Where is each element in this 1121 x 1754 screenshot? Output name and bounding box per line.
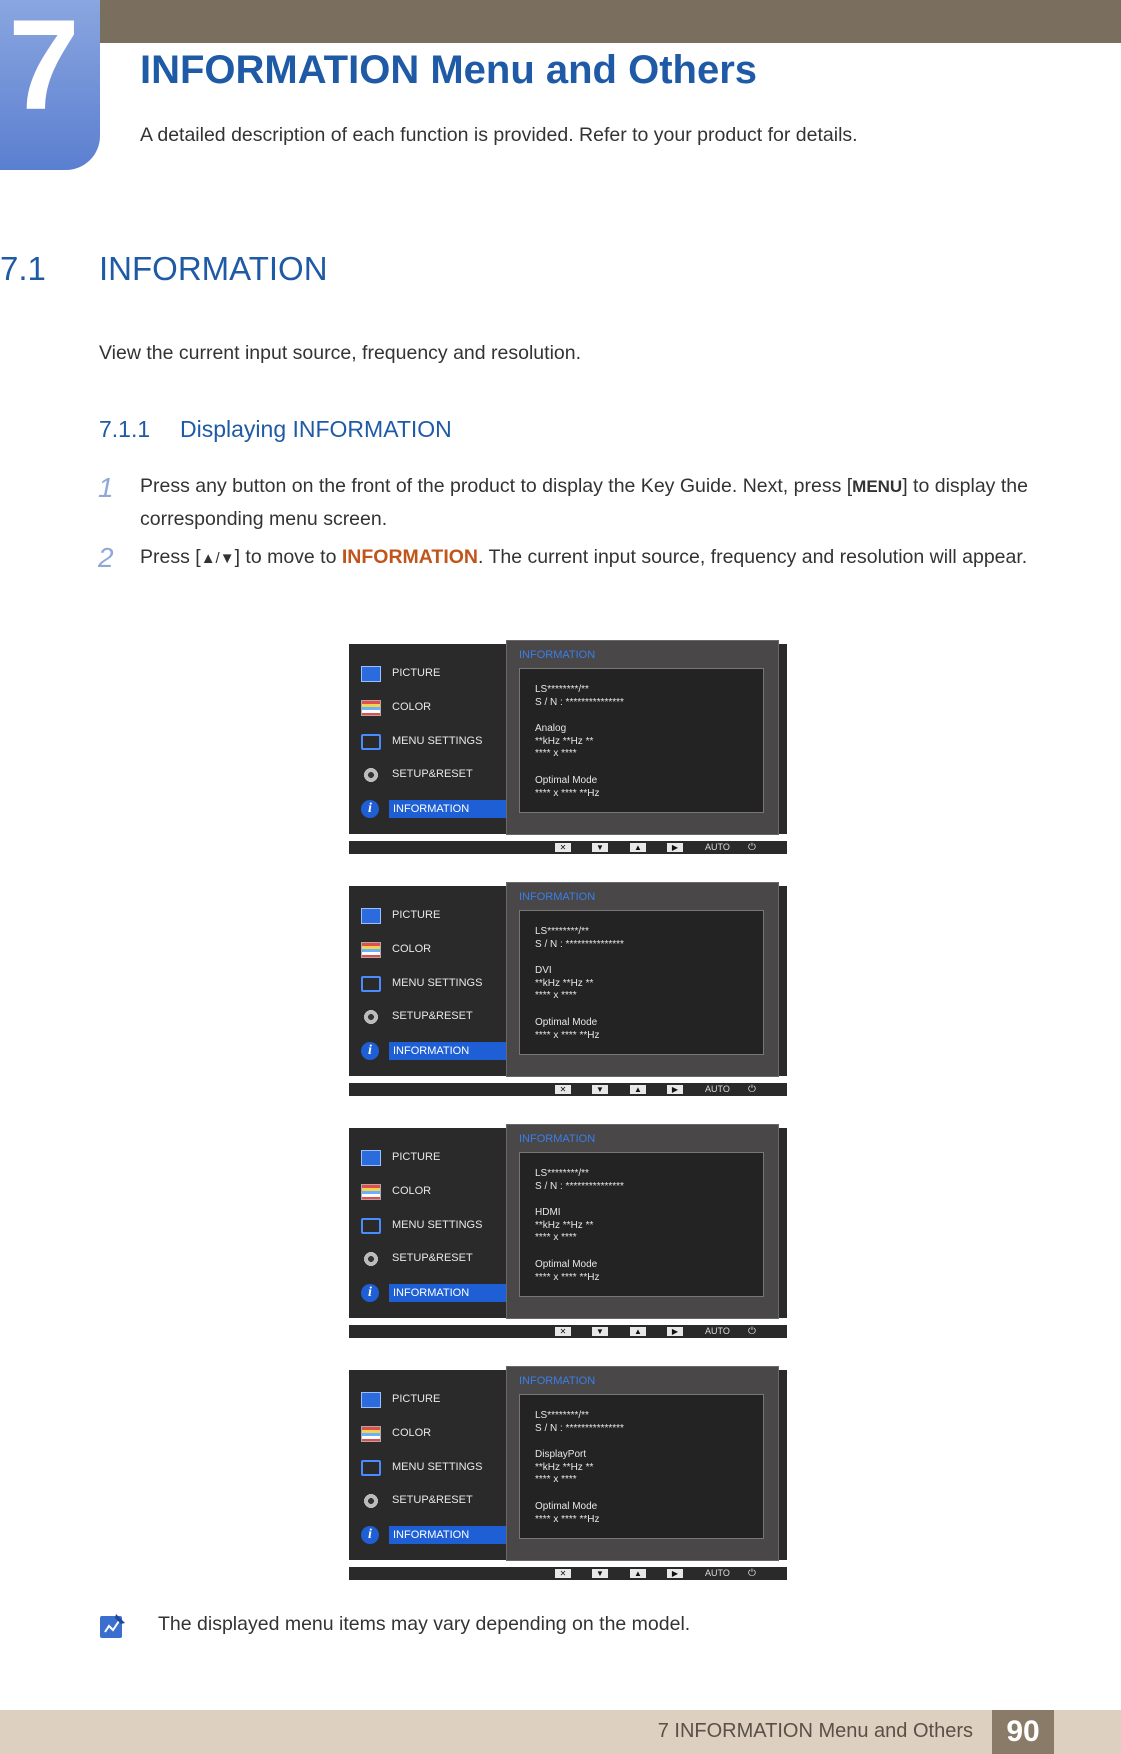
info-frequency: **kHz **Hz ** — [535, 736, 594, 747]
info-serial: S / N : *************** — [535, 697, 624, 708]
info-resolution: **** x **** — [535, 1232, 577, 1243]
info-source: DVI — [535, 965, 552, 976]
down-arrow-icon[interactable]: ▼ — [592, 1085, 608, 1094]
step-number: 1 — [98, 472, 114, 503]
osd-frame-edge — [779, 644, 787, 834]
osd-info-panel — [506, 1124, 779, 1319]
info-model: LS********/** — [535, 1410, 589, 1421]
osd-menu-item[interactable] — [361, 698, 509, 720]
info-resolution: **** x **** — [535, 1474, 577, 1485]
osd-menu-panel — [349, 1370, 509, 1560]
osd-menu-panel — [349, 1128, 509, 1318]
info-model: LS********/** — [535, 1168, 589, 1179]
menu-settings-icon — [361, 1460, 381, 1476]
menu-settings-icon — [361, 734, 381, 750]
top-bar — [0, 0, 1121, 43]
osd-menu-item[interactable] — [361, 1424, 509, 1446]
chapter-title: INFORMATION Menu and Others — [140, 48, 758, 92]
info-frequency: **kHz **Hz ** — [535, 1462, 594, 1473]
info-optimal-value: **** x **** **Hz — [535, 1514, 600, 1525]
osd-frame-edge — [779, 1128, 787, 1318]
color-icon — [361, 1184, 381, 1200]
osd-info-panel — [506, 640, 779, 835]
osd-menu-label: SETUP&RESET — [392, 768, 473, 780]
osd-menu-item[interactable] — [361, 1458, 509, 1480]
right-arrow-icon[interactable]: ▶ — [667, 1327, 683, 1336]
key-guide-bar — [349, 1325, 787, 1338]
close-icon[interactable]: ✕ — [555, 843, 571, 852]
info-optimal-label: Optimal Mode — [535, 1259, 598, 1270]
info-model: LS********/** — [535, 926, 589, 937]
osd-menu-item[interactable] — [361, 1148, 509, 1170]
page-number: 90 — [992, 1710, 1054, 1754]
info-source: DisplayPort — [535, 1449, 587, 1460]
osd-menu-label: COLOR — [392, 943, 432, 955]
step-text-mid: ] to move to — [234, 546, 342, 568]
key-guide-bar — [349, 1083, 787, 1096]
osd-menu-label: MENU SETTINGS — [392, 1461, 483, 1473]
osd-menu-item[interactable] — [361, 765, 509, 787]
step-text-post: . The current input source, frequency and resolution will appear. — [478, 546, 1028, 568]
down-arrow-icon[interactable]: ▼ — [592, 1327, 608, 1336]
osd-info-panel — [506, 1366, 779, 1561]
osd-menu-label: PICTURE — [392, 1393, 441, 1405]
osd-menu-item[interactable] — [361, 1390, 509, 1412]
up-down-arrow-icon: ▲/▼ — [200, 550, 235, 567]
menu-key: MENU — [852, 477, 903, 496]
power-icon[interactable]: ⏻ — [748, 842, 756, 853]
info-icon: i — [361, 800, 379, 818]
up-arrow-icon[interactable]: ▲ — [630, 843, 646, 852]
key-guide-bar — [349, 1567, 787, 1580]
step-text — [140, 541, 1040, 575]
step-text — [140, 470, 1040, 535]
right-arrow-icon[interactable]: ▶ — [667, 1569, 683, 1578]
monitor-icon — [361, 1392, 381, 1408]
osd-menu-item[interactable] — [361, 1007, 509, 1029]
info-source: Analog — [535, 723, 567, 734]
osd-menu-panel — [349, 644, 509, 834]
color-icon — [361, 1426, 381, 1442]
color-icon — [361, 942, 381, 958]
osd-monitor — [349, 1124, 787, 1340]
power-icon[interactable]: ⏻ — [748, 1326, 756, 1337]
info-icon: i — [361, 1526, 379, 1544]
monitor-icon — [361, 908, 381, 924]
info-optimal-label: Optimal Mode — [535, 775, 598, 786]
info-optimal-label: Optimal Mode — [535, 1501, 598, 1512]
osd-menu-label: INFORMATION — [389, 1284, 510, 1302]
info-optimal-label: Optimal Mode — [535, 1017, 598, 1028]
gear-icon — [361, 1251, 381, 1267]
gear-icon — [361, 1009, 381, 1025]
osd-menu-label: PICTURE — [392, 1151, 441, 1163]
step-text-pre: Press [ — [140, 546, 201, 568]
info-optimal-value: **** x **** **Hz — [535, 1272, 600, 1283]
menu-settings-icon — [361, 976, 381, 992]
osd-menu-item[interactable] — [361, 1249, 509, 1271]
osd-menu-item[interactable] — [361, 906, 509, 928]
osd-menu-panel — [349, 886, 509, 1076]
osd-frame-edge — [779, 886, 787, 1076]
info-icon: i — [361, 1042, 379, 1060]
down-arrow-icon[interactable]: ▼ — [592, 843, 608, 852]
auto-button[interactable]: AUTO — [705, 1568, 730, 1578]
gear-icon — [361, 767, 381, 783]
info-serial: S / N : *************** — [535, 1181, 624, 1192]
note-text: The displayed menu items may vary depending on the model. — [158, 1613, 691, 1635]
color-icon — [361, 700, 381, 716]
osd-menu-label: INFORMATION — [389, 1526, 510, 1544]
osd-menu-label: MENU SETTINGS — [392, 1219, 483, 1231]
auto-button[interactable]: AUTO — [705, 1326, 730, 1336]
up-arrow-icon[interactable]: ▲ — [630, 1327, 646, 1336]
step-text-post: ] to display the corresponding menu screen. — [140, 475, 1028, 530]
osd-menu-item[interactable] — [361, 799, 509, 821]
close-icon[interactable]: ✕ — [555, 1327, 571, 1336]
osd-info-title: INFORMATION — [519, 649, 596, 661]
osd-frame-edge — [779, 1370, 787, 1560]
osd-menu-label: COLOR — [392, 701, 432, 713]
information-highlight: INFORMATION — [341, 546, 478, 568]
osd-menu-label: COLOR — [392, 1427, 432, 1439]
osd-menu-label: SETUP&RESET — [392, 1252, 473, 1264]
gear-icon — [361, 1493, 381, 1509]
osd-menu-label: PICTURE — [392, 909, 441, 921]
osd-monitor — [349, 1366, 787, 1582]
info-serial: S / N : *************** — [535, 939, 624, 950]
osd-menu-item[interactable] — [361, 940, 509, 962]
right-arrow-icon[interactable]: ▶ — [667, 1085, 683, 1094]
osd-menu-item[interactable] — [361, 732, 509, 754]
step-text-pre: Press any button on the front of the product to display the Key Guide. Next, press [ — [140, 475, 853, 497]
chapter-tab — [0, 0, 100, 170]
section-number: 7.1 — [0, 250, 46, 287]
up-arrow-icon[interactable]: ▲ — [630, 1085, 646, 1094]
osd-menu-label: SETUP&RESET — [392, 1494, 473, 1506]
info-source: HDMI — [535, 1207, 561, 1218]
auto-button[interactable]: AUTO — [705, 842, 730, 852]
osd-monitor — [349, 640, 787, 856]
info-optimal-value: **** x **** **Hz — [535, 788, 600, 799]
right-arrow-icon[interactable]: ▶ — [667, 843, 683, 852]
step-number: 2 — [98, 542, 114, 573]
info-frequency: **kHz **Hz ** — [535, 1220, 594, 1231]
subsection-number: 7.1.1 — [99, 416, 151, 442]
osd-info-title: INFORMATION — [519, 891, 596, 903]
section-title: INFORMATION — [99, 250, 328, 287]
osd-menu-label: INFORMATION — [389, 1042, 510, 1060]
down-arrow-icon[interactable]: ▼ — [592, 1569, 608, 1578]
info-optimal-value: **** x **** **Hz — [535, 1030, 600, 1041]
up-arrow-icon[interactable]: ▲ — [630, 1569, 646, 1578]
osd-menu-label: COLOR — [392, 1185, 432, 1197]
osd-menu-item[interactable] — [361, 974, 509, 996]
footer — [0, 1710, 1121, 1754]
auto-button[interactable]: AUTO — [705, 1084, 730, 1094]
osd-menu-item[interactable] — [361, 1041, 509, 1063]
osd-menu-label: INFORMATION — [389, 800, 510, 818]
footer-text: 7 INFORMATION Menu and Others — [657, 1720, 973, 1742]
info-model: LS********/** — [535, 684, 589, 695]
info-serial: S / N : *************** — [535, 1423, 624, 1434]
section-description: View the current input source, frequency and resolution. — [99, 342, 582, 364]
info-icon: i — [361, 1284, 379, 1302]
info-resolution: **** x **** — [535, 990, 577, 1001]
chapter-subtitle: A detailed description of each function is provided. Refer to your product for details. — [140, 124, 858, 146]
info-frequency: **kHz **Hz ** — [535, 978, 594, 989]
key-guide-bar — [349, 841, 787, 854]
osd-menu-item[interactable] — [361, 1216, 509, 1238]
osd-menu-item[interactable] — [361, 1283, 509, 1305]
osd-menu-label: SETUP&RESET — [392, 1010, 473, 1022]
osd-info-title: INFORMATION — [519, 1375, 596, 1387]
close-icon[interactable]: ✕ — [555, 1085, 571, 1094]
osd-menu-item[interactable] — [361, 1491, 509, 1513]
power-icon[interactable]: ⏻ — [748, 1084, 756, 1095]
osd-menu-label: MENU SETTINGS — [392, 977, 483, 989]
monitor-icon — [361, 1150, 381, 1166]
info-resolution: **** x **** — [535, 748, 577, 759]
note-icon — [99, 1612, 127, 1640]
monitor-icon — [361, 666, 381, 682]
osd-menu-item[interactable] — [361, 1525, 509, 1547]
menu-settings-icon — [361, 1218, 381, 1234]
chapter-number: 7 — [8, 0, 80, 137]
osd-menu-label: PICTURE — [392, 667, 441, 679]
osd-menu-label: MENU SETTINGS — [392, 735, 483, 747]
osd-menu-item[interactable] — [361, 664, 509, 686]
osd-info-panel — [506, 882, 779, 1077]
osd-info-title: INFORMATION — [519, 1133, 596, 1145]
close-icon[interactable]: ✕ — [555, 1569, 571, 1578]
subsection-title: Displaying INFORMATION — [180, 416, 452, 442]
osd-menu-item[interactable] — [361, 1182, 509, 1204]
power-icon[interactable]: ⏻ — [748, 1568, 756, 1579]
osd-monitor — [349, 882, 787, 1098]
